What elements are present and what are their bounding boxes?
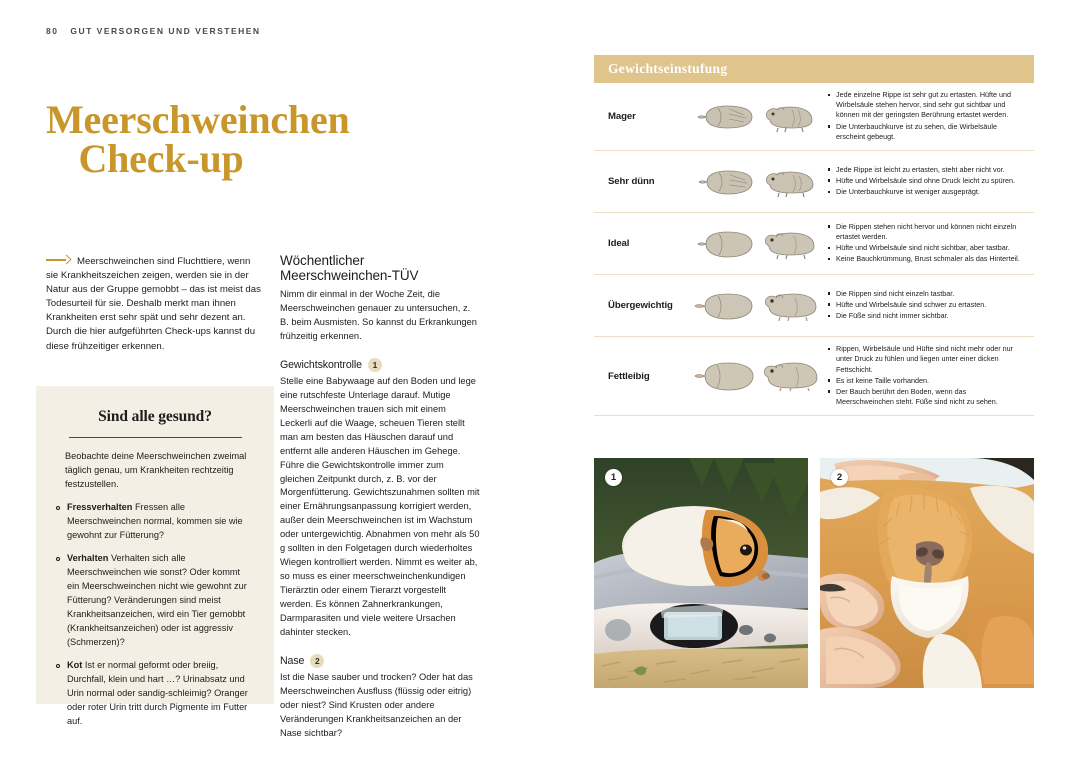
section-intro: Nimm dir einmal in der Woche Zeit, die Meerschweinchen genauer zu untersuchen, z. B. beim Ausmisten. So kannst du Erkrankungen frühzeitig erkennen. [280, 289, 477, 342]
table-bullet: Jede Rippe ist leicht zu ertasten, steht aber nicht vor. [828, 165, 1026, 175]
subsection-title: Nase [280, 654, 305, 667]
guinea-pig-top-view-icon [693, 290, 757, 322]
intro-text: Meerschweinchen sind Fluchttiere, wenn sie Krankheitszeichen zeigen, werden sie in der Natur aus der Gruppe gemobbt – das ist meist das Todesurteil für sie. Deshalb merkt man ihnen Krankheiten erst sehr spät und sehr dezent an. Durch die hier aufgeführten Check-ups kannst du diese frühzeitiger erkennen. [46, 256, 261, 352]
row-label: Übergewichtig [608, 300, 673, 312]
row-illustrations [692, 165, 824, 199]
subsection-title: Gewichtskontrolle [280, 358, 362, 371]
guinea-pig-top-view-icon [693, 360, 757, 392]
page-title-line2: Check-up [78, 136, 244, 182]
table-bullet: Die Füße sind nicht immer sichtbar. [828, 311, 1026, 321]
table-row [594, 275, 1034, 337]
row-description [824, 90, 1034, 143]
section-title-line1: Wöchentlicher [280, 253, 365, 268]
health-check-heading: Sind alle gesund? [98, 408, 212, 425]
title-block [46, 97, 350, 182]
list-item-term: Kot [67, 660, 83, 671]
list-item-text: Verhalten sich alle Meerschweinchen wie sonst? Oder kommt ein Meerschweinchen nicht wie gewohnt zur Fütterung? Veränderungen sind meist Krankheitsanzeichen, wird ein Tier gemobbt (Krankheitsanzeichen) oder ist aggressiv (Schmerzen)? [67, 553, 247, 648]
list-item [56, 552, 254, 650]
guinea-pig-side-view-icon [762, 165, 820, 199]
table-bullet: Die Unterbauchkurve ist zu sehen, die Wirbelsäule erscheint gebeugt. [828, 122, 1026, 142]
table-row [594, 83, 1034, 151]
table-bullet: Die Rippen sind nicht einzeln tastbar. [828, 289, 1026, 299]
subsection-heading-gewichtskontrolle [280, 358, 480, 372]
table-row [594, 337, 1034, 416]
table-bullet: Keine Bauchkrümmung, Brust schmaler als das Hinterteil. [828, 254, 1026, 264]
intro-paragraph [46, 255, 264, 354]
row-label: Mager [608, 111, 636, 123]
guinea-pig-side-view-icon [761, 289, 823, 323]
health-check-list [56, 501, 254, 729]
subsection-heading-nase [280, 654, 480, 668]
weight-classification-table [594, 55, 1034, 416]
table-row [594, 151, 1034, 213]
list-item-term: Verhalten [67, 553, 109, 564]
row-label: Ideal [608, 238, 630, 250]
row-illustrations [692, 100, 824, 134]
table-bullet: Hüfte und Wirbelsäule sind ohne Druck leicht zu spüren. [828, 176, 1026, 186]
running-head [46, 26, 261, 36]
photo-badge-1: 1 [605, 469, 622, 486]
row-label: Fettleibig [608, 370, 650, 382]
row-description [824, 165, 1034, 199]
table-bullet: Die Rippen stehen nicht hervor und können nicht einzeln ertastet werden. [828, 222, 1026, 242]
list-item [56, 659, 254, 729]
table-bullet: Hüfte und Wirbelsäule sind schwer zu ertasten. [828, 300, 1026, 310]
list-item-text: Fressen alle Meerschweinchen normal, kommen sie wie gewohnt zur Fütterung? [67, 502, 243, 541]
table-bullet: Rippen, Wirbelsäule und Hüfte sind nicht mehr oder nur unter Druck zu fühlen und liegen unter einer dicken Fettschicht. [828, 344, 1026, 375]
health-check-box [36, 386, 274, 727]
table-bullet: Jede einzelne Rippe ist sehr gut zu ertasten. Hüfte und Wirbelsäule stehen hervor, sind sehr gut sichtbar und können mit der geringsten Berührung ertastet werden. [828, 90, 1026, 121]
row-illustrations [692, 289, 824, 323]
photo-gallery [594, 458, 1034, 688]
step-badge-1: 1 [368, 358, 382, 372]
list-item-text: Ist er normal geformt oder breiig, Durchfall, klein und hart …? Urinabsatz und Urin normal oder sandig-schleimig? Oranger oder roter Urin tritt durch Pigmente im Futter auf. [67, 660, 248, 727]
page-title [46, 97, 350, 182]
row-description [824, 222, 1034, 266]
photo-weighing-image [594, 458, 808, 688]
table-header [594, 55, 1034, 83]
subsection-text: Stelle eine Babywaage auf den Boden und lege eine rutschfeste Unterlage darauf. Mutige Meerschweinchen trauen sich mit einem Leckerli auf die Waage, scheuen Tieren stellt man am besten das Häuschen darauf und entfernt alle anderen Häuschen im Gehege. Führe die Gewichtskontrolle immer zum gleichen Zeitpunkt durch, z. B. vor der Morgenfütterung. Gewichtszunahmen sollten mit einer Ernährungsanpassung korrigiert werden, außer dein Meerschweinchen ist im Wachstum oder untergewichtig. Abnahmen von mehr als 50 g sollten in den Folgetagen durch wiederholtes Wiegen kontrolliert werden. Nimmt es weiter ab, so muss es einer meerschweinchenkundigen Tierärztin oder einem Tierarzt vorgestellt werden. Es können Zahnerkrankungen, Darmparasiten und viele weitere Ursachen dahinter stecken. [280, 375, 480, 637]
page-number: 80 [46, 26, 59, 36]
list-item-term: Fressverhalten [67, 502, 133, 513]
row-illustrations [692, 227, 824, 261]
guinea-pig-top-view-icon [696, 166, 758, 198]
table-bullet: Es ist keine Taille vorhanden. [828, 376, 1026, 386]
page-title-line1: Meerschweinchen [46, 97, 350, 142]
arrow-icon [46, 256, 72, 263]
table-row [594, 213, 1034, 275]
row-label: Sehr dünn [608, 176, 655, 188]
guinea-pig-side-view-icon [761, 227, 821, 261]
photo-nose-closeup [820, 458, 1034, 688]
table-bullet: Der Bauch berührt den Boden, wenn das Meerschweinchen steht. Füße sind nicht zu sehen. [828, 387, 1026, 407]
table-bullet: Hüfte und Wirbelsäule sind nicht sichtbar, aber tastbar. [828, 243, 1026, 253]
health-check-lead: Beobachte deine Meerschweinchen zweimal täglich genau, um Krankheiten rechtzeitig festzustellen. [65, 451, 247, 490]
table-bullet: Die Unterbauchkurve ist weniger ausgeprägt. [828, 187, 1026, 197]
section-title-line2: Meerschweinchen-TÜV [280, 268, 419, 284]
row-description [824, 289, 1034, 323]
step-badge-2: 2 [310, 654, 324, 668]
guinea-pig-side-view-icon [762, 100, 820, 134]
photo-weighing [594, 458, 808, 688]
list-item [56, 501, 254, 543]
guinea-pig-top-view-icon [696, 102, 758, 132]
section-title [280, 253, 480, 283]
row-illustrations [692, 359, 824, 393]
main-column [280, 253, 480, 740]
row-description [824, 344, 1034, 408]
table-title: Gewichtseinstufung [608, 61, 728, 76]
guinea-pig-side-view-icon [761, 359, 823, 393]
running-head-text: GUT VERSORGEN UND VERSTEHEN [70, 26, 261, 36]
photo-badge-2: 2 [831, 469, 848, 486]
divider [69, 437, 242, 438]
subsection-text: Ist die Nase sauber und trocken? Oder hat das Meerschweinchen Ausfluss (flüssig oder eitrig) oder niest? Sind Krusten oder andere Veränderungen Krankheitsanzeichen an der Nase sichtbar? [280, 671, 473, 738]
photo-nose-closeup-image [820, 458, 1034, 688]
guinea-pig-top-view-icon [695, 228, 757, 260]
